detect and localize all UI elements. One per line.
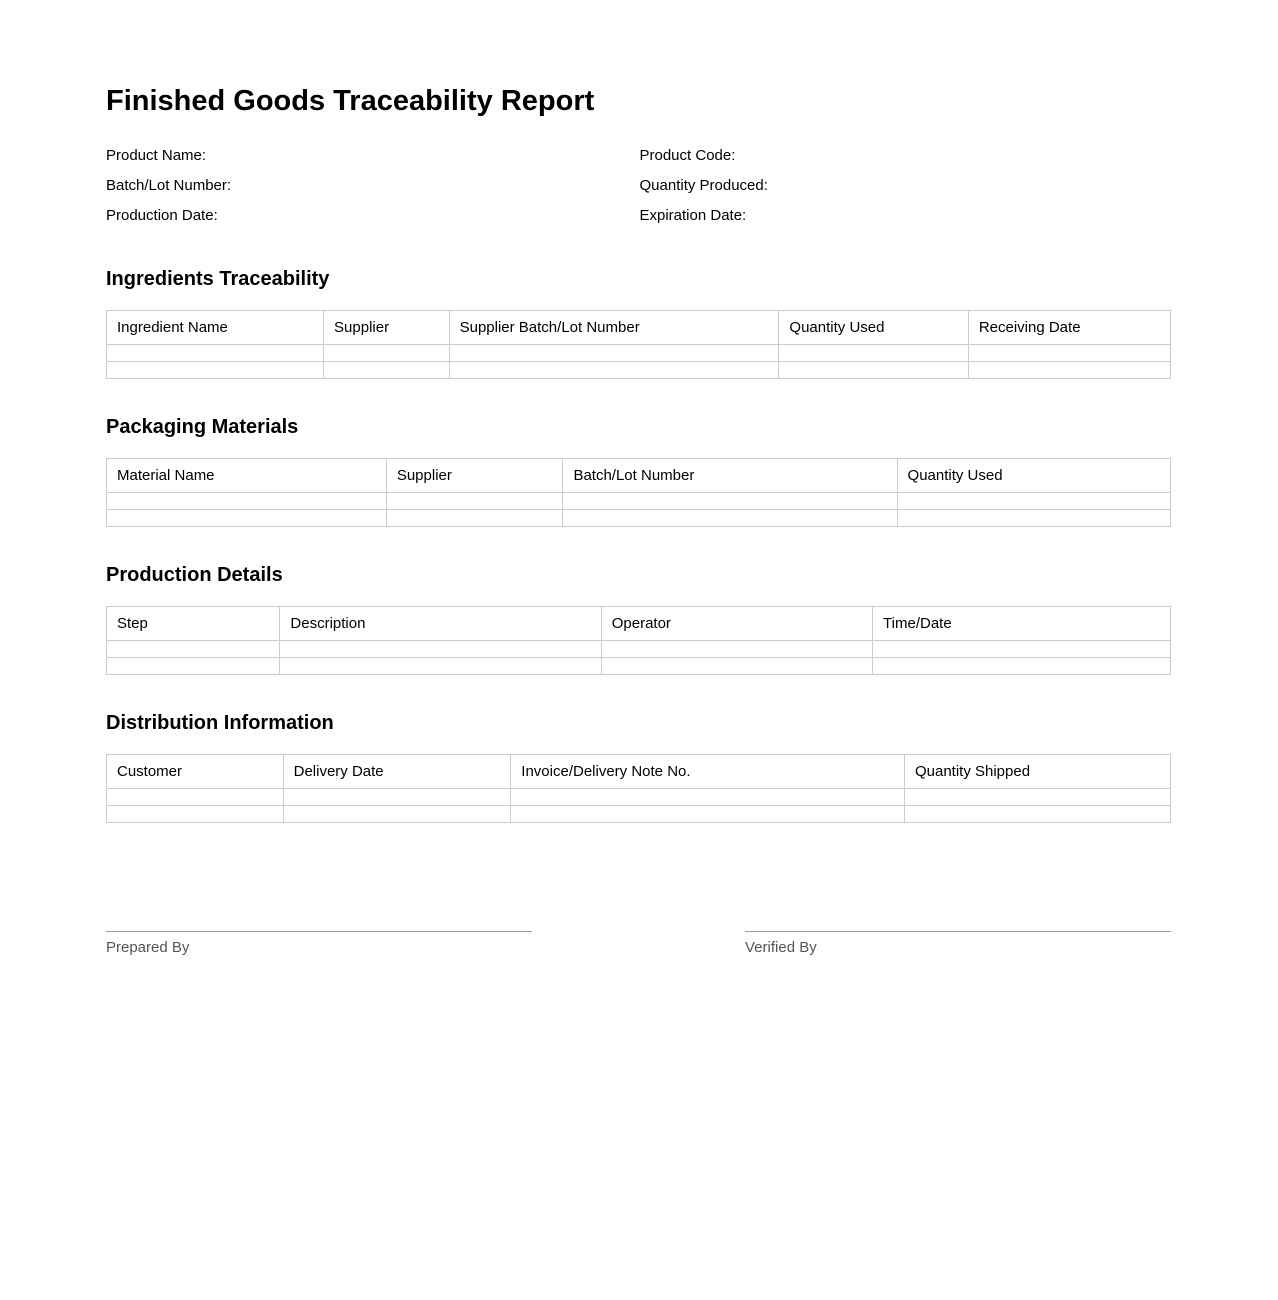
signature-block-verified-by [745, 931, 1171, 956]
table-cell [873, 640, 1171, 657]
production-details-table [106, 606, 1171, 675]
table-cell [107, 657, 280, 674]
field-label-production-date: Production Date: [106, 206, 218, 224]
table-cell [449, 361, 779, 378]
column-header-receiving-date: Receiving Date [968, 310, 1170, 344]
table-cell [107, 640, 280, 657]
table-row [107, 657, 1171, 674]
distribution-information-table [106, 754, 1171, 823]
ingredients-table [106, 310, 1171, 379]
table-row [107, 492, 1171, 509]
table-cell [280, 657, 601, 674]
table-cell [779, 361, 968, 378]
table-cell [283, 805, 511, 822]
signature-label-verified-by: Verified By [745, 938, 817, 956]
column-header-delivery-date: Delivery Date [283, 754, 511, 788]
section-heading-distribution: Distribution Information [106, 711, 334, 734]
table-row [107, 509, 1171, 526]
table-cell [324, 361, 450, 378]
column-header-description: Description [280, 606, 601, 640]
table-cell [107, 361, 324, 378]
page-title: Finished Goods Traceability Report [106, 85, 595, 117]
table-row [107, 640, 1171, 657]
table-cell [324, 344, 450, 361]
column-header-supplier: Supplier [324, 310, 450, 344]
table-cell [897, 492, 1170, 509]
table-cell [511, 805, 905, 822]
traceability-report-document [106, 0, 1171, 1016]
table-cell [511, 788, 905, 805]
table-header-row [107, 310, 1171, 344]
table-cell [107, 509, 387, 526]
table-cell [968, 361, 1170, 378]
section-heading-packaging: Packaging Materials [106, 415, 299, 438]
field-label-batch-lot-number: Batch/Lot Number: [106, 176, 232, 194]
field-label-quantity-produced: Quantity Produced: [639, 176, 768, 194]
fields-left-column [106, 141, 639, 231]
table-cell [779, 344, 968, 361]
table-header-row [107, 606, 1171, 640]
signature-area [106, 931, 1171, 956]
table-cell [107, 805, 284, 822]
section-heading-production: Production Details [106, 563, 283, 586]
table-cell [873, 657, 1171, 674]
column-header-supplier-batch-lot-number: Supplier Batch/Lot Number [449, 310, 779, 344]
table-cell [449, 344, 779, 361]
table-row [107, 788, 1171, 805]
table-cell [904, 805, 1170, 822]
column-header-quantity-used: Quantity Used [897, 458, 1170, 492]
section-heading-ingredients: Ingredients Traceability [106, 267, 330, 290]
packaging-materials-table [106, 458, 1171, 527]
table-cell [563, 492, 897, 509]
table-header-row [107, 754, 1171, 788]
table-row [107, 805, 1171, 822]
table-cell [386, 492, 563, 509]
table-cell [563, 509, 897, 526]
column-header-quantity-used: Quantity Used [779, 310, 968, 344]
table-row [107, 361, 1171, 378]
table-cell [280, 640, 601, 657]
field-label-expiration-date: Expiration Date: [639, 206, 747, 224]
section-packaging-materials [106, 415, 1171, 527]
section-distribution-information [106, 711, 1171, 823]
table-cell [283, 788, 511, 805]
table-cell [107, 492, 387, 509]
signature-label-prepared-by: Prepared By [106, 938, 190, 956]
table-cell [601, 640, 872, 657]
table-cell [897, 509, 1170, 526]
column-header-operator: Operator [601, 606, 872, 640]
column-header-supplier: Supplier [386, 458, 563, 492]
table-row [107, 344, 1171, 361]
signature-block-prepared-by [106, 931, 532, 956]
column-header-batch-lot-number: Batch/Lot Number [563, 458, 897, 492]
column-header-customer: Customer [107, 754, 284, 788]
column-header-invoice-delivery-note-no: Invoice/Delivery Note No. [511, 754, 905, 788]
column-header-step: Step [107, 606, 280, 640]
field-label-product-name: Product Name: [106, 146, 207, 164]
field-label-product-code: Product Code: [639, 146, 736, 164]
table-cell [107, 788, 284, 805]
column-header-ingredient-name: Ingredient Name [107, 310, 324, 344]
section-ingredients-traceability [106, 267, 1171, 379]
column-header-material-name: Material Name [107, 458, 387, 492]
table-cell [107, 344, 324, 361]
section-production-details [106, 563, 1171, 675]
table-cell [386, 509, 563, 526]
table-cell [968, 344, 1170, 361]
column-header-time-date: Time/Date [873, 606, 1171, 640]
table-cell [601, 657, 872, 674]
fields-right-column [639, 141, 1172, 231]
column-header-quantity-shipped: Quantity Shipped [904, 754, 1170, 788]
table-header-row [107, 458, 1171, 492]
product-info-fields [106, 141, 1171, 231]
table-cell [904, 788, 1170, 805]
